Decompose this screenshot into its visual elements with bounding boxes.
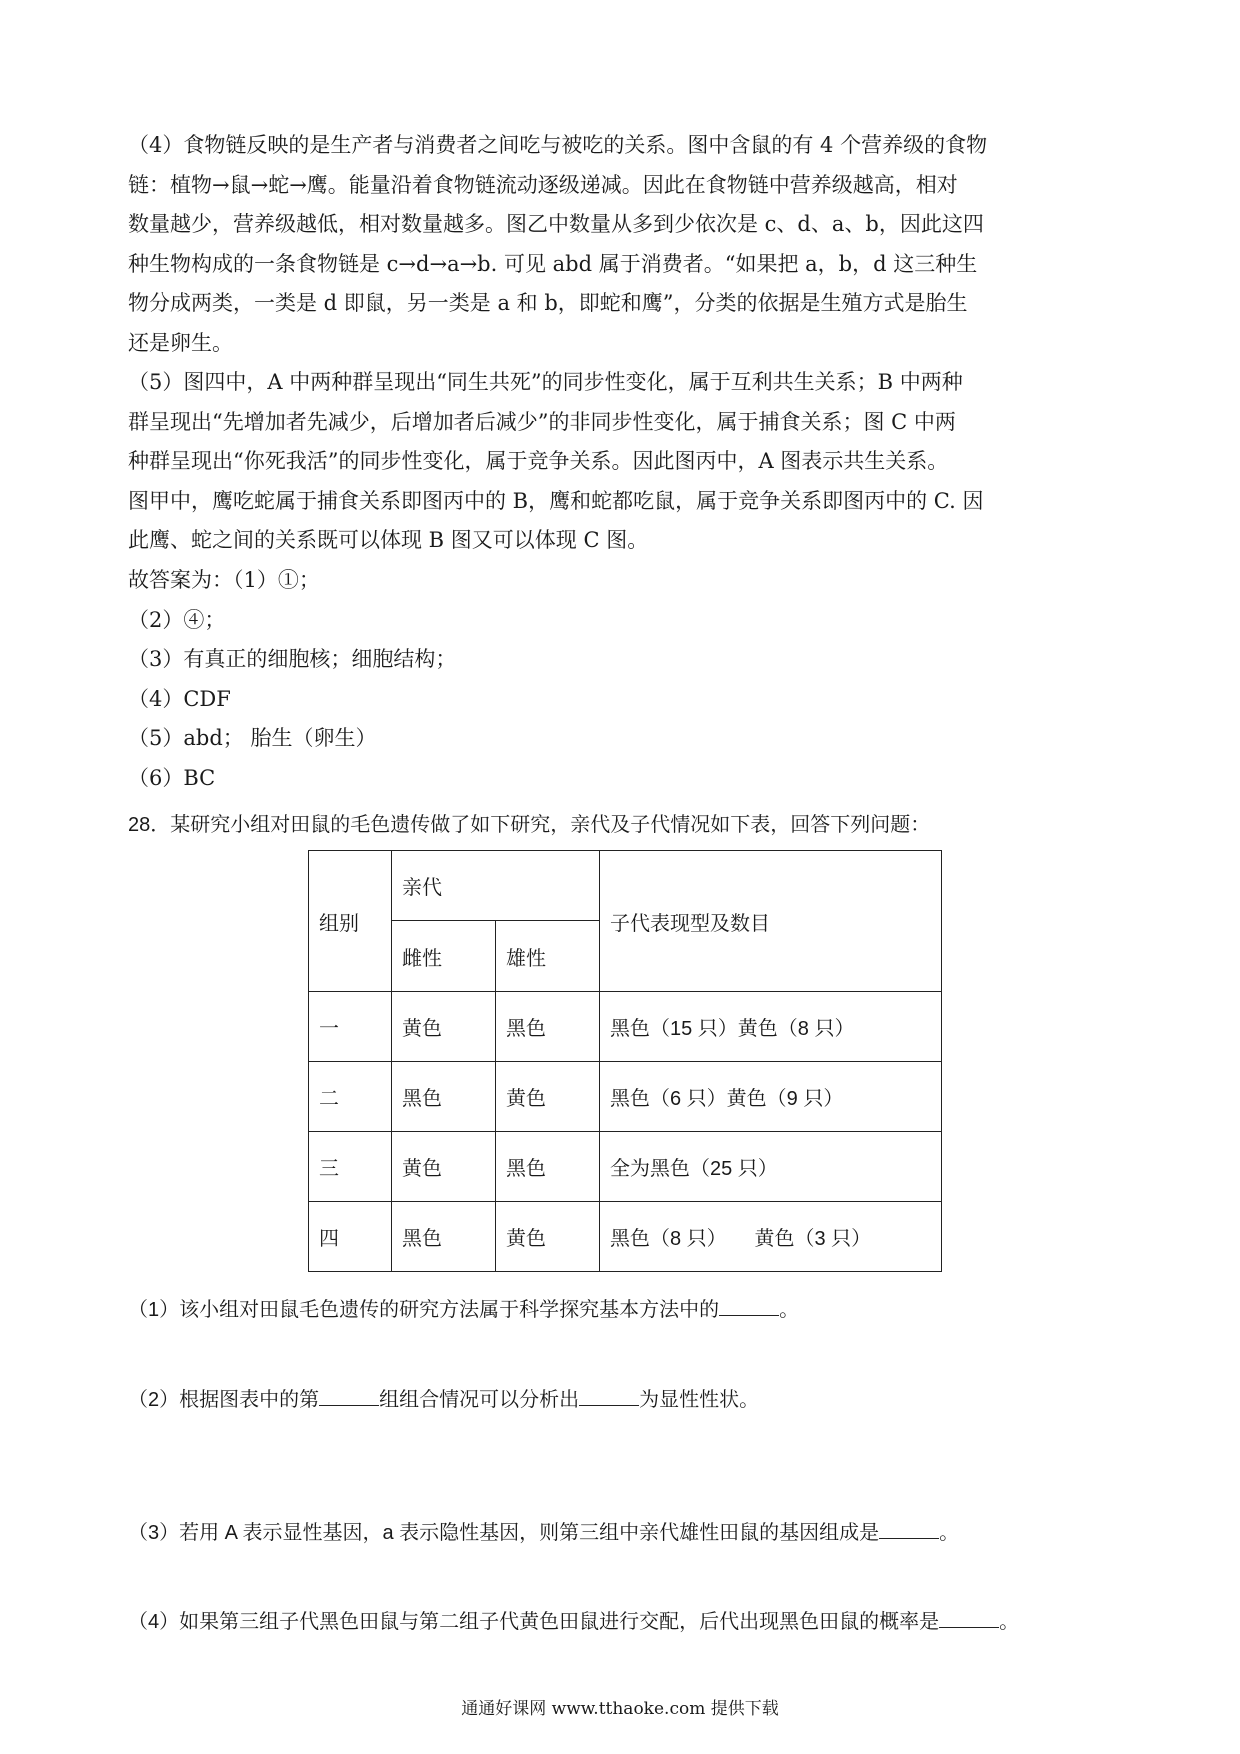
explanation-paragraph-5: [128, 363, 1128, 561]
answer-blank: [879, 1522, 939, 1539]
answer-blank: [719, 1299, 779, 1316]
text-line: 图甲中，鹰吃蛇属于捕食关系即图丙中的 B，鹰和蛇都吃鼠，属于竞争关系即图丙中的 C. 因: [128, 488, 984, 513]
sub-question-3: [128, 1516, 959, 1545]
table-row: [309, 1202, 942, 1272]
cell-male: 黄色: [496, 1062, 600, 1132]
question-text: 。: [999, 1611, 1020, 1633]
table-row: [309, 1132, 942, 1202]
cell-male: 黑色: [496, 992, 600, 1062]
text-line: 种生物构成的一条食物链是 c→d→a→b. 可见 abd 属于消费者。“如果把 a，b，d 这三种生: [128, 251, 978, 276]
cell-group: 一: [309, 992, 392, 1062]
text-line: 群呈现出“先增加者先减少，后增加者后减少”的非同步性变化，属于捕食关系；图 C 中两: [128, 409, 956, 434]
cell-offspring: 黑色（6 只）黄色（9 只）: [600, 1062, 942, 1132]
header-male: 雄性: [496, 921, 600, 992]
cell-offspring: 全为黑色（25 只）: [600, 1132, 942, 1202]
answer-list: [128, 561, 456, 798]
question-text: 。: [939, 1522, 960, 1544]
cell-offspring: 黑色（15 只）黄色（8 只）: [600, 992, 942, 1062]
answer-line: （4）CDF: [128, 686, 231, 711]
cell-female: 黄色: [392, 1132, 496, 1202]
answer-line: 故答案为：（1）①；: [128, 568, 320, 592]
sub-question-2: [128, 1383, 759, 1412]
cell-group: 四: [309, 1202, 392, 1272]
page-footer: 通通好课网 www.tthaoke.com 提供下载: [461, 1699, 779, 1719]
cell-group: 二: [309, 1062, 392, 1132]
question-text: （1）该小组对田鼠毛色遗传的研究方法属于科学探究基本方法中的: [128, 1299, 720, 1321]
sub-question-1: [128, 1293, 799, 1322]
question-text: （2）根据图表中的第: [128, 1389, 320, 1411]
answer-line: （6）BC: [128, 765, 216, 790]
genetics-table: [308, 850, 942, 1272]
text-line: （5）图四中，A 中两种群呈现出“同生共死”的同步性变化，属于互利共生关系；B 中两种: [128, 370, 963, 394]
text-line: 数量越少，营养级越低，相对数量越多。图乙中数量从多到少依次是 c、d、a、b，因此这四: [128, 212, 984, 236]
text-line: 此鹰、蛇之间的关系既可以体现 B 图又可以体现 C 图。: [128, 528, 649, 552]
cell-male: 黑色: [496, 1132, 600, 1202]
table-row: [309, 992, 942, 1062]
sub-question-4: [128, 1605, 1019, 1634]
question-text: 。: [779, 1299, 800, 1321]
answer-line: （5）abd； 胎生（卵生）: [128, 726, 377, 750]
cell-female: 黑色: [392, 1202, 496, 1272]
text-line: 种群呈现出“你死我活”的同步性变化，属于竞争关系。因此图丙中，A 图表示共生关系。: [128, 449, 949, 473]
text-line: （4）食物链反映的是生产者与消费者之间吃与被吃的关系。图中含鼠的有 4 个营养级的食物: [128, 133, 988, 157]
question-text: 组组合情况可以分析出: [379, 1389, 580, 1411]
header-offspring: 子代表现型及数目: [600, 851, 942, 992]
answer-line: （2）④；: [128, 607, 226, 632]
cell-offspring: 黑色（8 只） 黄色（3 只）: [600, 1202, 942, 1272]
question-text: （3）若用 A 表示显性基因，a 表示隐性基因，则第三组中亲代雄性田鼠的基因组成是: [128, 1522, 880, 1544]
text-line: 还是卵生。: [128, 330, 233, 355]
text-line: 物分成两类，一类是 d 即鼠，另一类是 a 和 b，即蛇和鹰”，分类的依据是生殖方式是胎生: [128, 291, 968, 315]
explanation-paragraph-4: [128, 126, 1128, 363]
cell-female: 黑色: [392, 1062, 496, 1132]
cell-male: 黄色: [496, 1202, 600, 1272]
question-text: （4）如果第三组子代黑色田鼠与第二组子代黄色田鼠进行交配，后代出现黑色田鼠的概率是: [128, 1611, 940, 1633]
header-parent: 亲代: [392, 851, 600, 921]
header-group: 组别: [309, 851, 392, 992]
cell-group: 三: [309, 1132, 392, 1202]
question-28-stem: 28．某研究小组对田鼠的毛色遗传做了如下研究，亲代及子代情况如下表，回答下列问题：: [128, 814, 931, 836]
cell-female: 黄色: [392, 992, 496, 1062]
text-line: 链：植物→鼠→蛇→鹰。能量沿着食物链流动逐级递减。因此在食物链中营养级越高，相对: [128, 172, 958, 197]
answer-blank: [579, 1389, 639, 1406]
question-text: 为显性性状。: [639, 1389, 760, 1411]
answer-line: （3）有真正的细胞核；细胞结构；: [128, 647, 457, 671]
answer-blank: [939, 1611, 999, 1628]
answer-blank: [319, 1389, 379, 1406]
header-female: 雌性: [392, 921, 496, 992]
table-row: [309, 1062, 942, 1132]
